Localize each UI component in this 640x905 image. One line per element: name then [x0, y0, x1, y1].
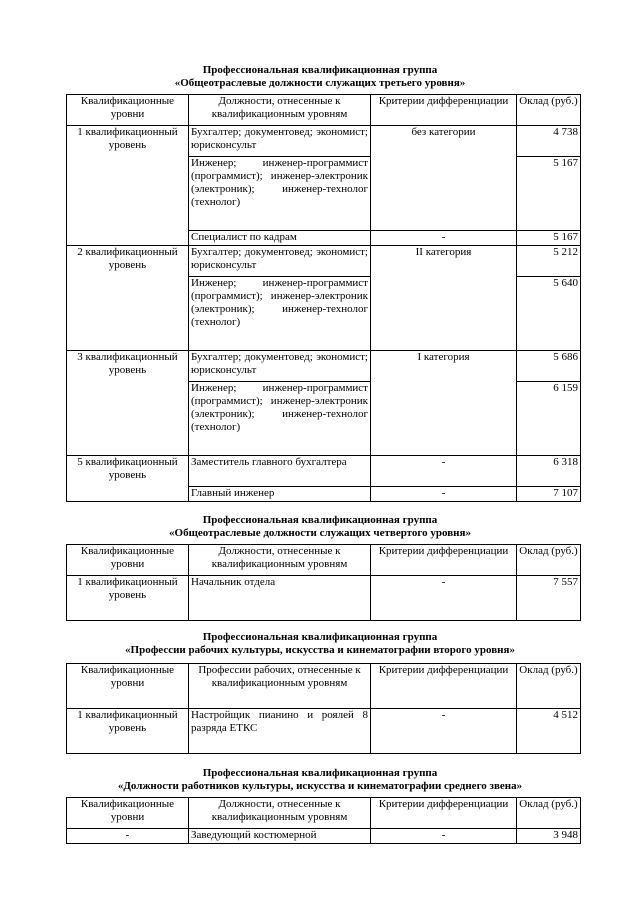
- criteria-cell: -: [371, 487, 517, 502]
- header-criteria: Критерии дифференциации: [371, 95, 517, 126]
- position-cell: Настройщик пианино и роялей 8 разряда ЕТКС: [189, 709, 371, 754]
- salary-cell: 7 107: [517, 487, 581, 502]
- salary-cell: 5 167: [517, 231, 581, 246]
- position-cell: Бухгалтер; документовед; экономист; юрисконсульт: [189, 351, 371, 382]
- level-cell: 2 квалификационный уровень: [67, 246, 189, 351]
- position-cell: Главный инженер: [189, 487, 371, 502]
- section-title-line1: Профессиональная квалификационная группа: [202, 64, 438, 76]
- table-row: [67, 246, 581, 277]
- criteria-cell: -: [371, 829, 517, 844]
- level-cell: -: [67, 829, 189, 844]
- salary-cell: 3 948: [517, 829, 581, 844]
- header-levels: Квалификационные уровни: [67, 798, 189, 829]
- position-cell: Бухгалтер; документовед; экономист; юрисконсульт: [189, 246, 371, 277]
- header-levels: Квалификационные уровни: [67, 664, 189, 709]
- salary-cell: 5 167: [517, 157, 581, 231]
- position-cell: Заведующий костюмерной: [189, 829, 371, 844]
- level-cell: 3 квалификационный уровень: [67, 351, 189, 456]
- salary-cell: 6 159: [517, 382, 581, 456]
- salary-table-1: [66, 94, 581, 502]
- section-title-2: [0, 514, 640, 540]
- level-cell: 1 квалификационный уровень: [67, 126, 189, 246]
- header-criteria: Критерии дифференциации: [371, 664, 517, 709]
- salary-cell: 4 738: [517, 126, 581, 157]
- header-positions: Должности, отнесенные к квалификационным уровням: [189, 545, 371, 576]
- criteria-cell: без категории: [371, 126, 517, 231]
- level-cell: 1 квалификационный уровень: [67, 709, 189, 754]
- table-header-row: [67, 545, 581, 576]
- criteria-cell: -: [371, 709, 517, 754]
- position-cell: Специалист по кадрам: [189, 231, 371, 246]
- header-criteria: Критерии дифференциации: [371, 798, 517, 829]
- level-cell: 1 квалификационный уровень: [67, 576, 189, 621]
- section-title-1: [0, 64, 640, 90]
- position-cell: Заместитель главного бухгалтера: [189, 456, 371, 487]
- salary-table-2: [66, 544, 581, 621]
- table-row: [67, 576, 581, 621]
- position-cell: Инженер; инженер-программист (программист); инженер-электроник (электроник); инженер-технолог (технолог): [189, 382, 371, 456]
- section-title-line2: «Должности работников культуры, искусства и кинематографии среднего звена»: [117, 780, 523, 792]
- section-title-line1: Профессиональная квалификационная группа: [202, 631, 438, 643]
- section-title-4: [0, 767, 640, 793]
- section-title-3: [0, 631, 640, 657]
- criteria-cell: -: [371, 456, 517, 487]
- table-row: [67, 126, 581, 157]
- salary-cell: 7 557: [517, 576, 581, 621]
- salary-table-3: [66, 663, 581, 754]
- table-header-row: [67, 664, 581, 709]
- header-salary: Оклад (руб.): [517, 95, 581, 126]
- table-header-row: [67, 95, 581, 126]
- position-cell: Инженер; инженер-программист (программист); инженер-электроник (электроник); инженер-технолог (технолог): [189, 277, 371, 351]
- salary-cell: 5 686: [517, 351, 581, 382]
- table-row: [67, 456, 581, 487]
- level-cell: 5 квалификационный уровень: [67, 456, 189, 502]
- salary-cell: 5 212: [517, 246, 581, 277]
- table-header-row: [67, 798, 581, 829]
- section-title-line1: Профессиональная квалификационная группа: [202, 514, 438, 526]
- criteria-cell: II категория: [371, 246, 517, 351]
- header-positions: Должности, отнесенные к квалификационным уровням: [189, 798, 371, 829]
- criteria-cell: I категория: [371, 351, 517, 456]
- salary-cell: 5 640: [517, 277, 581, 351]
- section-title-line1: Профессиональная квалификационная группа: [202, 767, 438, 779]
- header-salary: Оклад (руб.): [517, 545, 581, 576]
- header-levels: Квалификационные уровни: [67, 545, 189, 576]
- section-title-line2: «Общеотраслевые должности служащих третьего уровня»: [174, 77, 466, 89]
- salary-cell: 6 318: [517, 456, 581, 487]
- position-cell: Бухгалтер; документовед; экономист; юрисконсульт: [189, 126, 371, 157]
- salary-table-4: [66, 797, 581, 844]
- section-title-line2: «Общеотраслевые должности служащих четвертого уровня»: [169, 527, 471, 539]
- table-row: [67, 709, 581, 754]
- header-salary: Оклад (руб.): [517, 798, 581, 829]
- section-title-line2: «Профессии рабочих культуры, искусства и кинематографии второго уровня»: [125, 644, 515, 656]
- position-cell: Начальник отдела: [189, 576, 371, 621]
- header-criteria: Критерии дифференциации: [371, 545, 517, 576]
- criteria-cell: -: [371, 231, 517, 246]
- table-row: [67, 829, 581, 844]
- position-cell: Инженер; инженер-программист (программист); инженер-электроник (электроник); инженер-технолог (технолог): [189, 157, 371, 231]
- header-positions: Должности, отнесенные к квалификационным уровням: [189, 95, 371, 126]
- header-positions: Профессии рабочих, отнесенные к квалификационным уровням: [189, 664, 371, 709]
- header-levels: Квалификационные уровни: [67, 95, 189, 126]
- salary-cell: 4 512: [517, 709, 581, 754]
- table-row: [67, 351, 581, 382]
- criteria-cell: -: [371, 576, 517, 621]
- header-salary: Оклад (руб.): [517, 664, 581, 709]
